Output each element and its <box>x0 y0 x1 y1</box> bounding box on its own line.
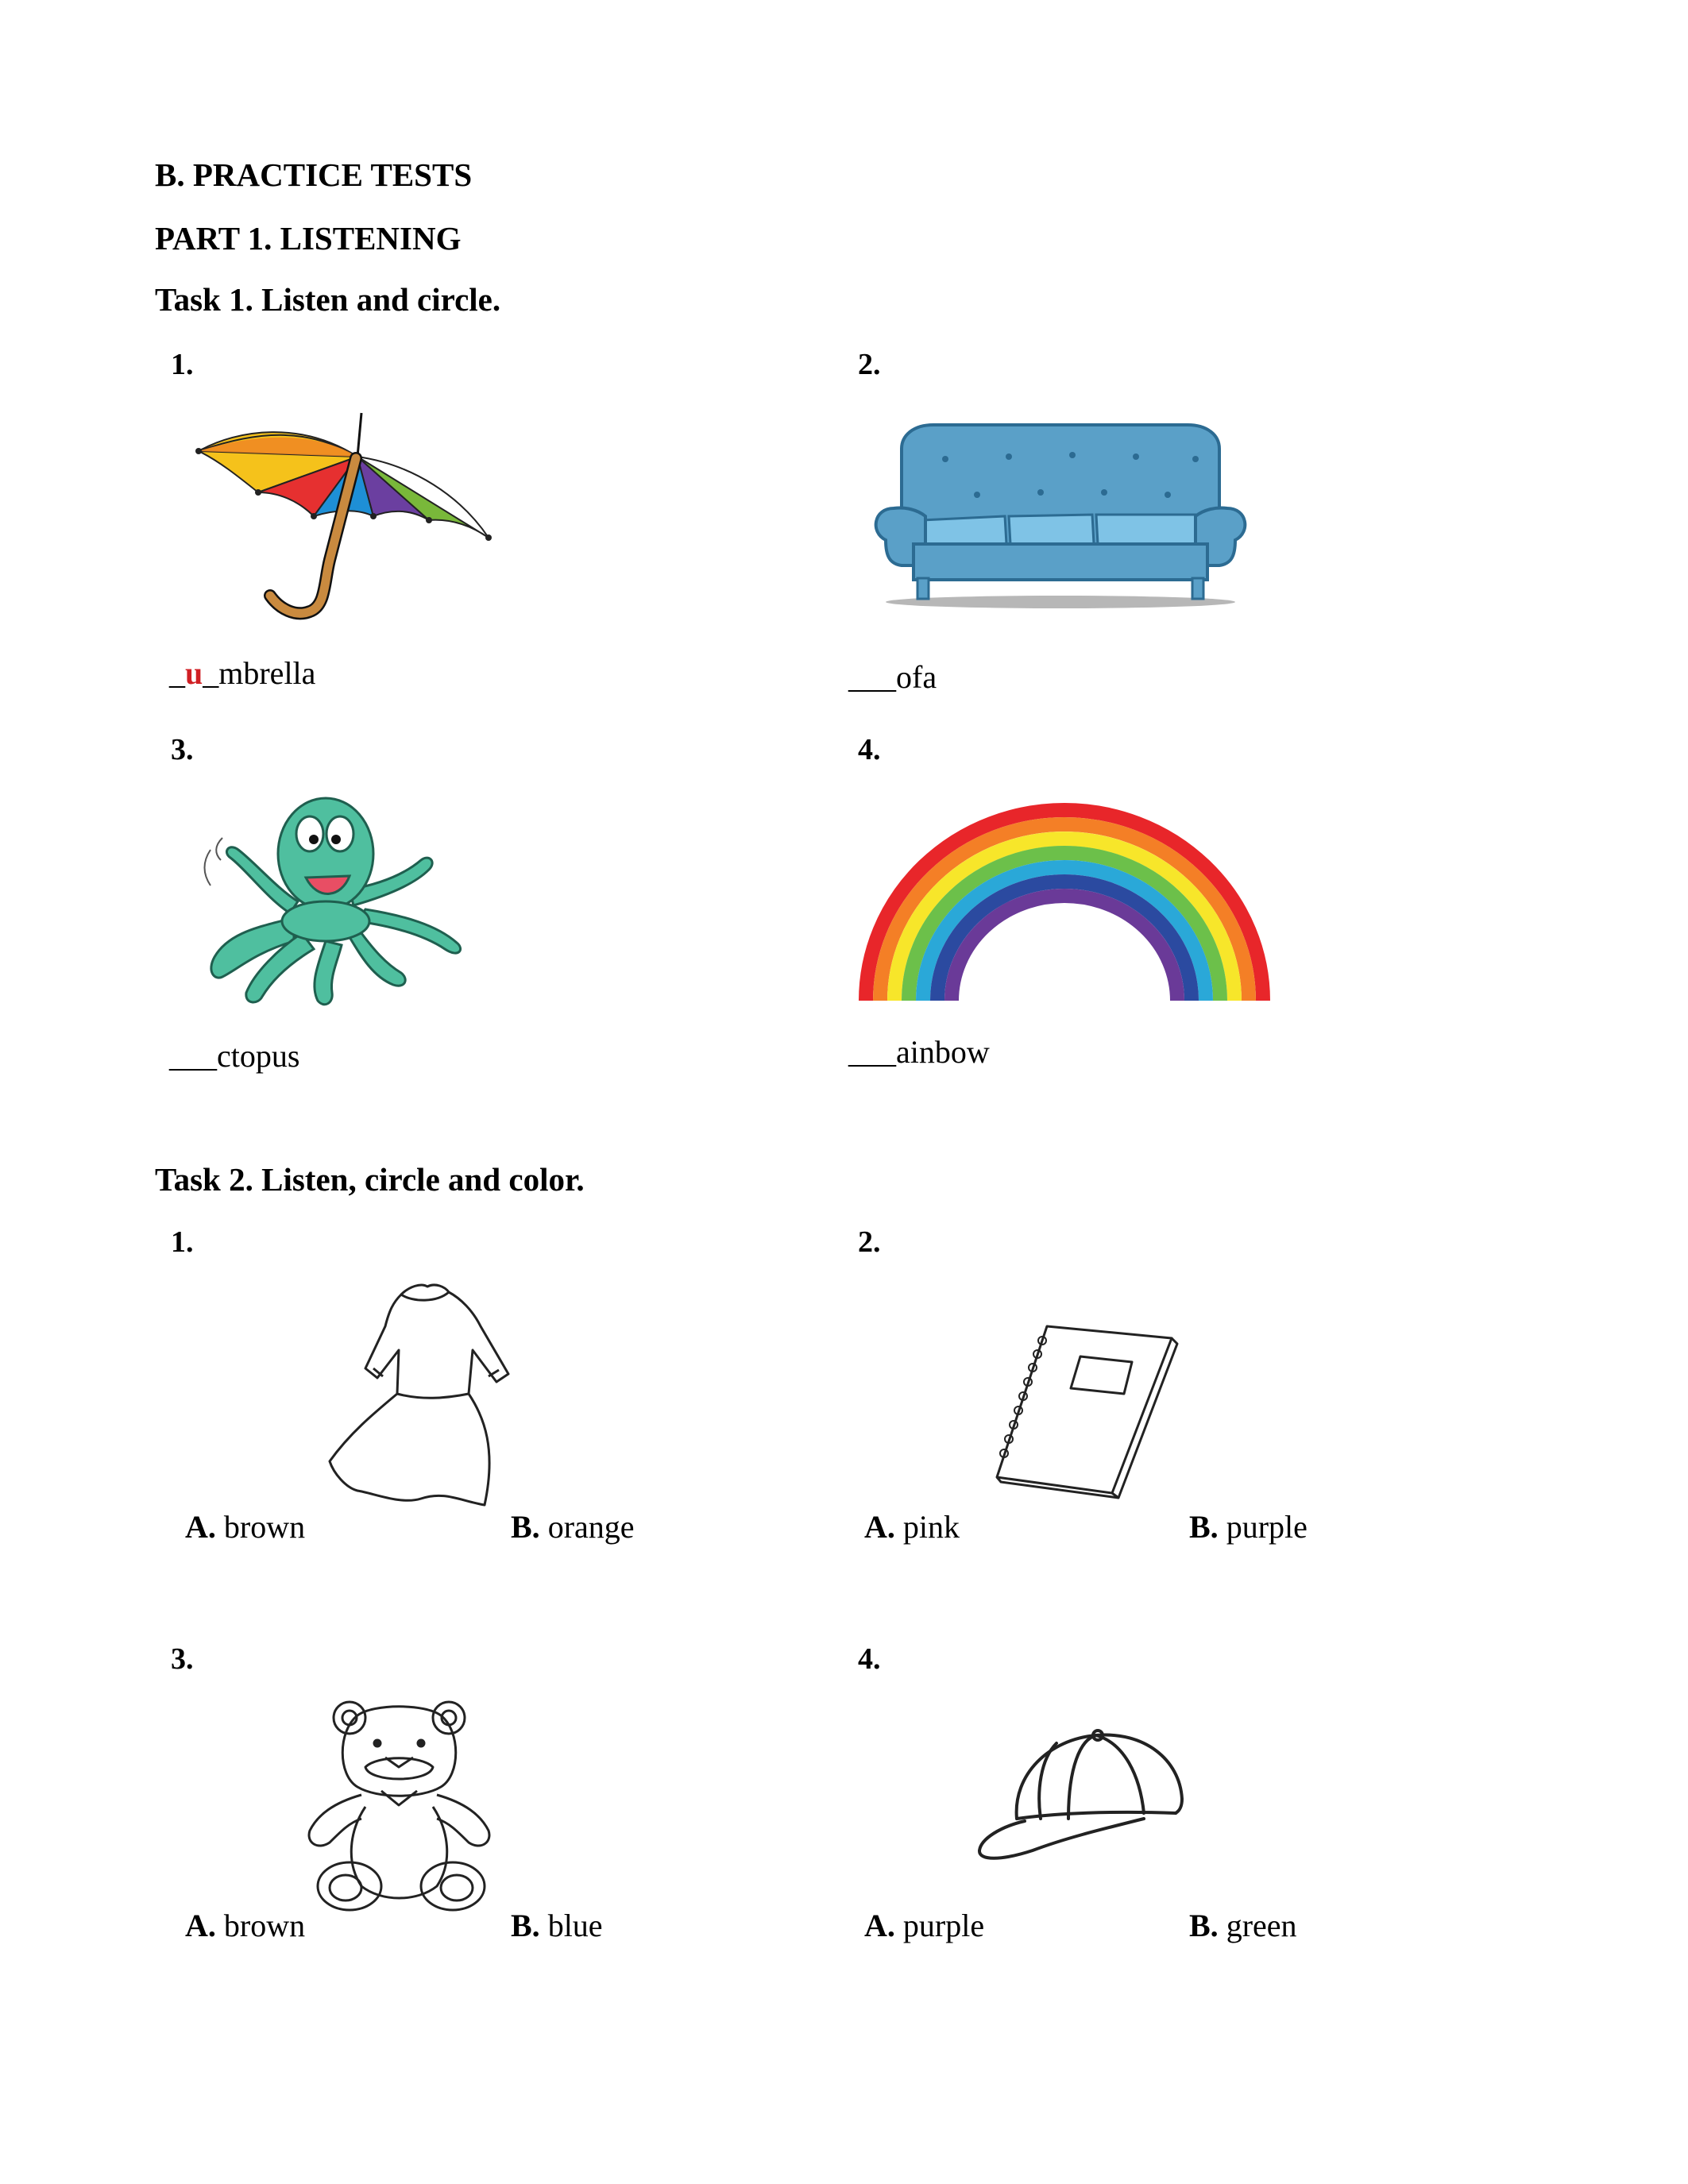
task2-item-2-number: 2. <box>858 1225 881 1259</box>
task2-item-4-number: 4. <box>858 1642 881 1676</box>
task1-item-4-suffix: ainbow <box>896 1034 990 1070</box>
part-title: PART 1. LISTENING <box>155 220 462 257</box>
task1-item-1-number: 1. <box>171 348 194 381</box>
option-letter: A. <box>864 1908 895 1943</box>
option-letter: B. <box>1189 1509 1219 1545</box>
task1-item-2-prefix: ___ <box>848 659 896 695</box>
task1-item-1-suffix: _mbrella <box>203 655 316 691</box>
option-text: orange <box>547 1509 635 1545</box>
task2-item-1-option-b[interactable] <box>511 1511 635 1543</box>
task2-item-1-number: 1. <box>171 1225 194 1259</box>
task1-item-2-number: 2. <box>858 348 881 381</box>
task1-item-1-word <box>169 655 316 691</box>
option-letter: A. <box>185 1509 216 1545</box>
option-text: brown <box>223 1908 306 1943</box>
task2-item-2-option-b[interactable] <box>1189 1511 1308 1543</box>
notebook-icon <box>993 1318 1176 1501</box>
task2-item-2-option-a[interactable] <box>864 1511 960 1543</box>
task1-item-4-number: 4. <box>858 733 881 766</box>
task1-item-1-prefix: _ <box>169 655 185 691</box>
task2-item-1-option-a[interactable] <box>185 1511 305 1543</box>
umbrella-icon <box>191 401 500 631</box>
option-letter: B. <box>1189 1908 1219 1943</box>
option-letter: B. <box>511 1509 540 1545</box>
task1-item-3-number: 3. <box>171 733 194 766</box>
task1-item-3-prefix: ___ <box>169 1038 217 1074</box>
task2-item-3-number: 3. <box>171 1642 194 1676</box>
task2-item-4-option-b[interactable] <box>1189 1910 1297 1942</box>
task1-item-2-word <box>848 659 937 695</box>
task1-item-4-word <box>848 1036 990 1068</box>
task2-item-3-option-a[interactable] <box>185 1910 305 1942</box>
task1-title: Task 1. Listen and circle. <box>155 281 501 318</box>
cap-icon <box>977 1719 1192 1870</box>
rainbow-icon <box>862 802 1267 1001</box>
option-text: pink <box>902 1509 960 1545</box>
option-letter: A. <box>864 1509 895 1545</box>
task1-item-2-suffix: ofa <box>896 659 937 695</box>
option-text: green <box>1226 1908 1297 1943</box>
teddy-bear-icon <box>302 1688 500 1914</box>
section-title: B. PRACTICE TESTS <box>155 156 473 193</box>
dress-icon <box>326 1283 532 1509</box>
task1-item-3-word <box>169 1040 299 1072</box>
option-text: brown <box>223 1509 306 1545</box>
option-letter: A. <box>185 1908 216 1943</box>
task1-item-3-suffix: ctopus <box>217 1038 300 1074</box>
option-letter: B. <box>511 1908 540 1943</box>
task2-item-3-option-b[interactable] <box>511 1910 603 1942</box>
option-text: blue <box>547 1908 603 1943</box>
task1-item-1-answer: u <box>185 655 203 691</box>
option-text: purple <box>902 1908 985 1943</box>
task2-item-4-option-a[interactable] <box>864 1910 984 1942</box>
task2-title: Task 2. Listen, circle and color. <box>155 1161 585 1198</box>
octopus-icon <box>183 790 485 1013</box>
option-text: purple <box>1226 1509 1308 1545</box>
task1-item-4-prefix: ___ <box>848 1034 896 1070</box>
sofa-icon <box>870 421 1251 612</box>
